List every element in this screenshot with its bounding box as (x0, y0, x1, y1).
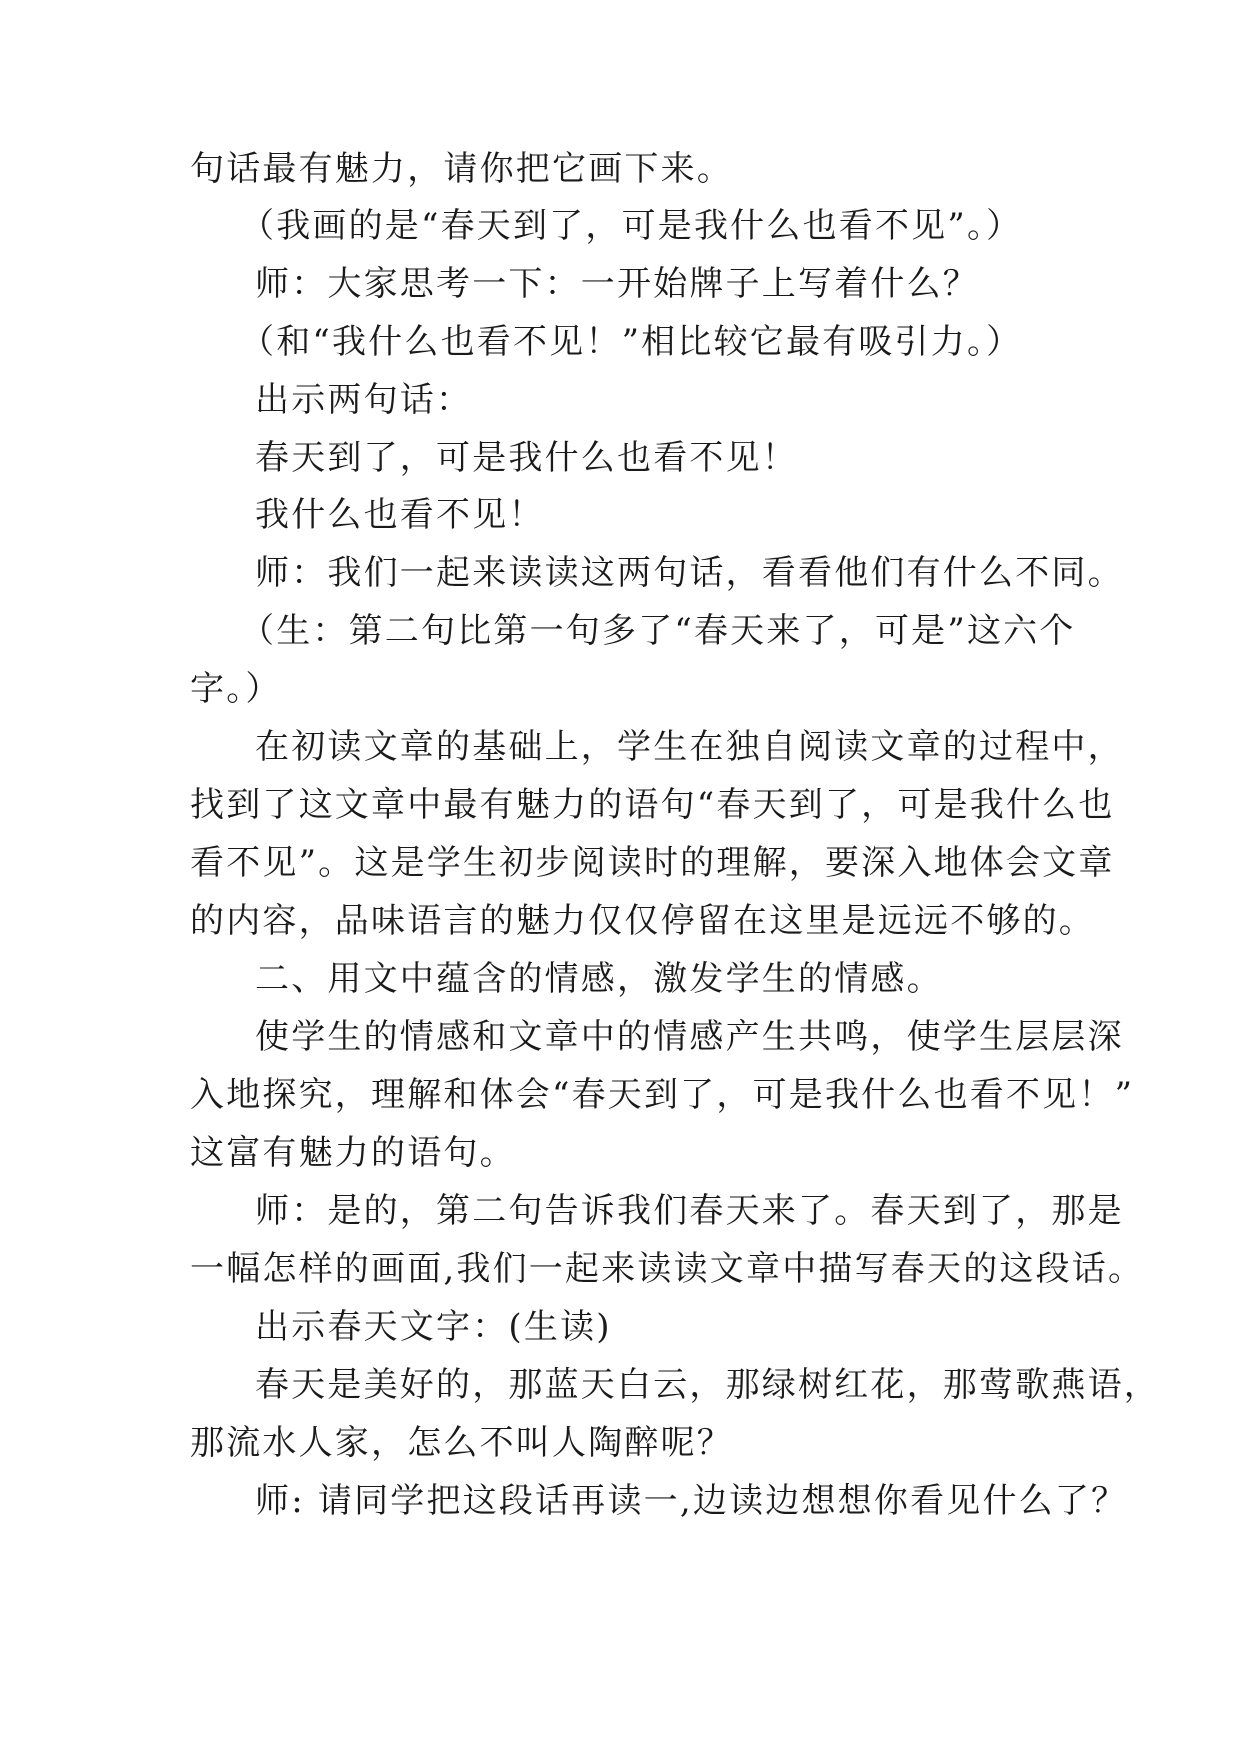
text-line: 使学生的情感和文章中的情感产生共鸣，使学生层层深 (255, 1017, 1124, 1057)
text-line: 的内容，品味语言的魅力仅仅停留在这里是远远不够的。 (190, 901, 1095, 941)
text-line: 二、用文中蕴含的情感，激发学生的情感。 (255, 959, 943, 999)
text-line: 师: 请同学把这段话再读一,边读边想想你看见什么了？ (255, 1481, 1128, 1521)
text-line: 入地探究，理解和体会“春天到了，可是我什么也看不见！” (190, 1075, 1135, 1115)
text-line: 春天是美好的，那蓝天白云，那绿树红花，那莺歌燕语， (255, 1365, 1160, 1405)
text-line: 那流水人家，怎么不叫人陶醉呢？ (190, 1423, 733, 1463)
text-line: 春天到了，可是我什么也看不见！ (255, 438, 798, 478)
text-line: 出示春天文字：(生读) (255, 1307, 612, 1347)
text-line: 师：大家思考一下：一开始牌子上写着什么？ (255, 264, 979, 304)
text-line: 我什么也看不见！ (255, 495, 545, 535)
text-line: 字。） (190, 669, 282, 709)
text-line: 师：是的，第二句告诉我们春天来了。春天到了，那是 (255, 1191, 1124, 1231)
text-line: 一幅怎样的画面,我们一起来读读文章中描写春天的这段话。 (190, 1249, 1145, 1289)
text-line: 找到了这文章中最有魅力的语句“春天到了，可是我什么也 (190, 785, 1115, 825)
text-line: 句话最有魅力，请你把它画下来。 (190, 149, 733, 189)
text-line: （和“我什么也看不见！”相比较它最有吸引力。） (240, 322, 1023, 362)
text-line: 这富有魅力的语句。 (190, 1133, 516, 1173)
text-line: （我画的是“春天到了，可是我什么也看不见”。） (240, 206, 1023, 246)
text-line: 师：我们一起来读读这两句话，看看他们有什么不同。 (255, 553, 1124, 593)
text-line: （生：第二句比第一句多了“春天来了，可是”这六个 (240, 611, 1076, 651)
text-line: 看不见”。这是学生初步阅读时的理解，要深入地体会文章 (190, 843, 1115, 883)
text-line: 出示两句话： (255, 380, 473, 420)
text-line: 在初读文章的基础上，学生在独自阅读文章的过程中， (255, 727, 1124, 767)
